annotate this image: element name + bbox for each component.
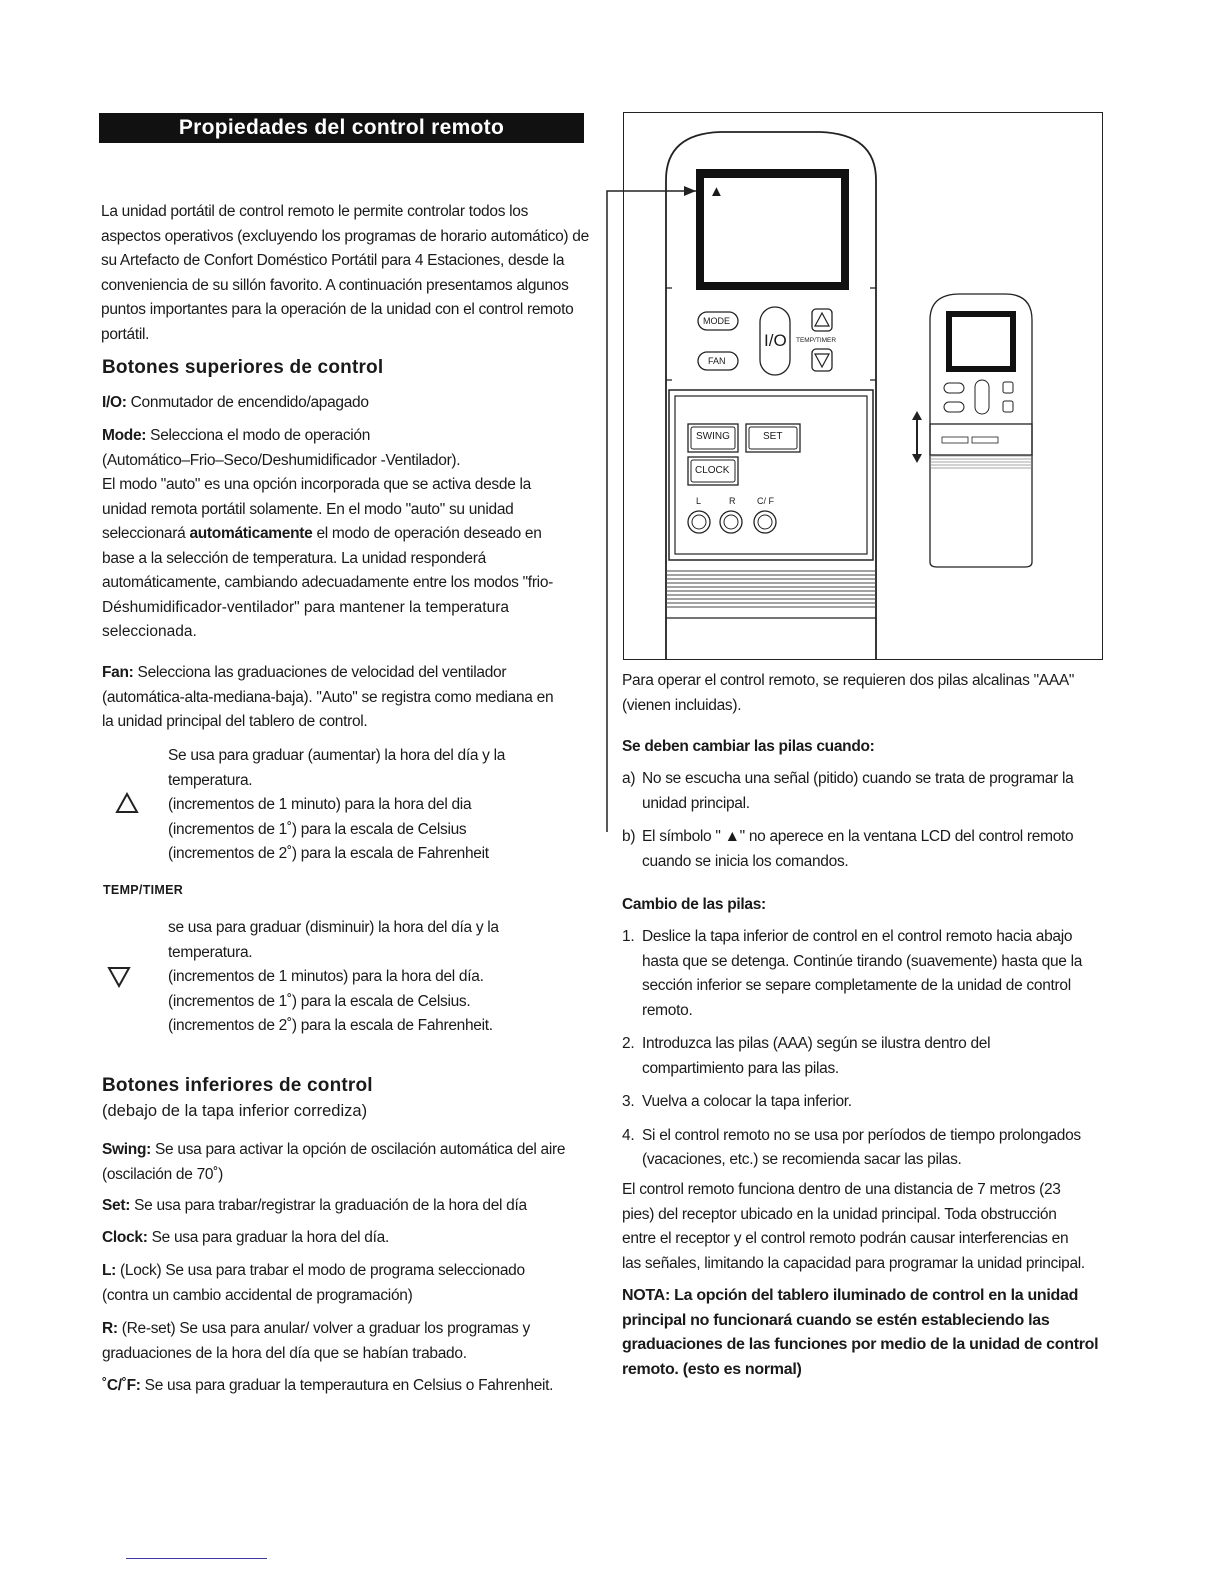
clock-label: Clock: — [102, 1229, 148, 1246]
mode-line: El modo "auto" es una opción incorporada que se activa desde la — [102, 476, 531, 493]
fan-text-line: Selecciona las graduaciones de velocidad del ventilador — [137, 664, 507, 681]
remote-illustration — [600, 112, 1120, 832]
reset-label: R: — [102, 1320, 118, 1337]
down-line: se usa para graduar (disminuir) la hora del día y la — [168, 919, 499, 936]
mode-line: unidad remota portátil solamente. En el modo "auto" su unidad — [102, 500, 514, 518]
list-item — [622, 925, 1112, 1023]
list-line: No se escucha una señal (pitido) cuando se trata de programar la — [642, 770, 1074, 787]
fan-line — [102, 661, 592, 686]
mode-line: Déshumidificador-ventilador" para mantener la temperatura — [102, 598, 509, 616]
mode-text-line: Selecciona el modo de operación — [150, 427, 371, 444]
reset-text-line: (Re-set) Se usa para anular/ volver a graduar los programas y — [121, 1320, 530, 1337]
steps-list — [622, 925, 1112, 1173]
io-label: I/O: — [102, 394, 127, 411]
lcd-arrow-icon: ▲ — [709, 183, 724, 200]
list-line: El símbolo " ▲" no aperece en la ventana LCD del control remoto — [642, 828, 1074, 845]
up-description — [168, 744, 588, 867]
list-marker: 4. — [622, 1126, 635, 1144]
list-marker: a) — [622, 770, 636, 787]
set-label: Set: — [102, 1197, 131, 1214]
range-line: entre el receptor y el control remoto podrán causar interferencias en — [622, 1230, 1069, 1247]
list-item — [622, 825, 1112, 874]
remote-cf-label: C/ F — [757, 496, 774, 506]
fan-description — [102, 661, 592, 735]
mode-after-bold: el modo de operación deseado en — [316, 525, 542, 542]
top-buttons-heading: Botones superiores de control — [102, 357, 384, 378]
page-title: Propiedades del control remoto — [99, 113, 584, 143]
up-line: (incrementos de 2˚) para la escala de Fahrenheit — [168, 845, 489, 862]
list-line: Si el control remoto no se usa por períodos de tiempo prolongados — [642, 1126, 1081, 1144]
note-line: NOTA: La opción del tablero iluminado de control en la unidad — [622, 1287, 1079, 1304]
remote-swing-label: SWING — [696, 431, 730, 442]
list-line: Introduzca las pilas (AAA) según se ilustra dentro del — [642, 1035, 991, 1052]
list-item — [622, 1090, 1112, 1115]
down-line: temperatura. — [168, 943, 253, 961]
bottom-buttons-subheading: (debajo de la tapa inferior corrediza) — [102, 1102, 368, 1120]
mode-line — [102, 522, 592, 547]
up-line: (incrementos de 1 minuto) para la hora del dia — [168, 796, 472, 813]
mode-line: automáticamente, cambiando adecuadamente entre los modos "frio- — [102, 574, 554, 591]
mode-line — [102, 424, 592, 449]
list-item — [622, 1124, 1112, 1173]
set-text: Se usa para trabar/registrar la graduación de la hora del día — [134, 1197, 527, 1214]
change-when-heading: Se deben cambiar las pilas cuando: — [622, 738, 875, 755]
remote-l-label: L — [696, 496, 702, 506]
fan-line: (automática-alta-mediana-baja). "Auto" se registra como mediana en — [102, 688, 554, 706]
mode-line: base a la selección de temperatura. La unidad responderá — [102, 549, 486, 567]
remote-io-label: I/O — [764, 331, 787, 350]
list-line: hasta que se detenga. Continúe tirando (suavemente) hasta que la — [642, 952, 1083, 970]
temp-timer-label: TEMP/TIMER — [103, 883, 184, 897]
range-line: El control remoto funciona dentro de una distancia de 7 metros (23 — [622, 1181, 1061, 1198]
reset-description — [102, 1317, 597, 1366]
mode-line: seleccionada. — [102, 623, 197, 640]
up-line: (incrementos de 1˚) para la escala de Celsius — [168, 820, 467, 838]
mode-line: (Automático–Frio–Seco/Deshumidificador -Ventilador). — [102, 451, 461, 469]
down-line: (incrementos de 1˚) para la escala de Celsius. — [168, 992, 471, 1010]
list-line: compartimiento para las pilas. — [642, 1059, 839, 1077]
change-when-list — [622, 767, 1112, 874]
range-paragraph — [622, 1178, 1117, 1276]
list-marker: 2. — [622, 1035, 635, 1052]
io-description — [102, 391, 592, 416]
list-line: Deslice la tapa inferior de control en el control remoto hacia abajo — [642, 928, 1073, 945]
note-line: principal no funcionará cuando se estén estableciendo las — [622, 1311, 1050, 1329]
remote-clock-label: CLOCK — [695, 465, 730, 476]
remote-set-label: SET — [763, 431, 783, 442]
list-marker: 1. — [622, 928, 635, 945]
lock-line — [102, 1259, 597, 1284]
swing-label: Swing: — [102, 1141, 151, 1158]
intro-paragraph: La unidad portátil de control remoto le permite controlar todos los aspectos operativos (excluyendo los programas de horario automático) de su Artefacto de Confort Doméstico Portátil para 4 Estaciones, desde la conveniencia de su sillón favorito. A continuación presentamos algunos puntos importantes para la operación de la unidad con el control remoto portátil. — [101, 203, 589, 343]
mode-bold-word: automáticamente — [189, 525, 313, 542]
reset-line: graduaciones de la hora del día que se habían trabado. — [102, 1344, 467, 1362]
remote-mode-label: MODE — [703, 316, 730, 326]
note-paragraph — [622, 1284, 1117, 1382]
clock-description — [102, 1226, 597, 1251]
set-description — [102, 1194, 597, 1219]
range-line: las señales, limitando la capacidad para programar la unidad principal. — [622, 1254, 1085, 1272]
cf-text: Se usa para graduar la temperautura en Celsius o Fahrenheit. — [144, 1377, 554, 1394]
note-line: remoto. (esto es normal) — [622, 1360, 802, 1378]
batteries-line: (vienen incluidas). — [622, 696, 742, 714]
footer-rule — [126, 1558, 267, 1559]
batteries-line: Para operar el control remoto, se requieren dos pilas alcalinas "AAA" — [622, 672, 1075, 689]
swing-description — [102, 1138, 597, 1187]
list-marker: 3. — [622, 1093, 635, 1110]
swing-line: (oscilación de 70˚) — [102, 1165, 223, 1183]
reset-line — [102, 1317, 597, 1342]
list-item — [622, 1032, 1112, 1081]
list-marker: b) — [622, 828, 636, 845]
list-line: sección inferior se separe completamente de la unidad de control — [642, 977, 1071, 994]
fan-label: Fan: — [102, 664, 134, 681]
up-triangle-icon — [115, 792, 139, 814]
bottom-buttons-heading: Botones inferiores de control — [102, 1075, 373, 1096]
down-triangle-icon — [107, 966, 131, 988]
list-item — [622, 767, 1112, 816]
lock-line: (contra un cambio accidental de programación) — [102, 1286, 413, 1304]
change-heading: Cambio de las pilas: — [622, 896, 766, 913]
down-line: (incrementos de 1 minutos) para la hora del día. — [168, 968, 484, 985]
fan-line: la unidad principal del tablero de control. — [102, 713, 368, 730]
up-line: Se usa para graduar (aumentar) la hora del día y la — [168, 747, 506, 764]
batteries-text — [622, 669, 1112, 718]
list-line: cuando se inicia los comandos. — [642, 852, 849, 870]
range-line: pies) del receptor ubicado en la unidad principal. Toda obstrucción — [622, 1205, 1057, 1223]
down-line: (incrementos de 2˚) para la escala de Fahrenheit. — [168, 1017, 493, 1034]
swing-text-line: Se usa para activar la opción de oscilación automática del aire — [155, 1141, 566, 1158]
swing-line — [102, 1138, 597, 1163]
up-line: temperatura. — [168, 771, 253, 789]
remote-r-label: R — [729, 496, 736, 506]
mode-text-line: seleccionará — [102, 525, 186, 542]
mode-label: Mode: — [102, 427, 147, 444]
cf-description — [102, 1374, 597, 1399]
cf-label: ˚C/˚F: — [102, 1377, 141, 1394]
note-line: graduaciones de las funciones por medio de la unidad de control — [622, 1336, 1099, 1353]
io-text: Conmutador de encendido/apagado — [130, 394, 369, 411]
lock-text-line: (Lock) Se usa para trabar el modo de programa seleccionado — [120, 1262, 525, 1279]
list-line: remoto. — [642, 1001, 693, 1019]
list-line: (vacaciones, etc.) se recomienda sacar las pilas. — [642, 1151, 962, 1168]
lock-description — [102, 1259, 597, 1308]
down-description — [168, 916, 588, 1039]
lock-label: L: — [102, 1262, 117, 1279]
list-line: unidad principal. — [642, 794, 750, 812]
remote-fan-label: FAN — [708, 356, 726, 366]
remote-temp-timer-label: TEMP/TIMER — [796, 337, 837, 344]
clock-text: Se usa para graduar la hora del día. — [151, 1229, 389, 1246]
list-line: Vuelva a colocar la tapa inferior. — [642, 1093, 852, 1110]
mode-description — [102, 424, 592, 645]
